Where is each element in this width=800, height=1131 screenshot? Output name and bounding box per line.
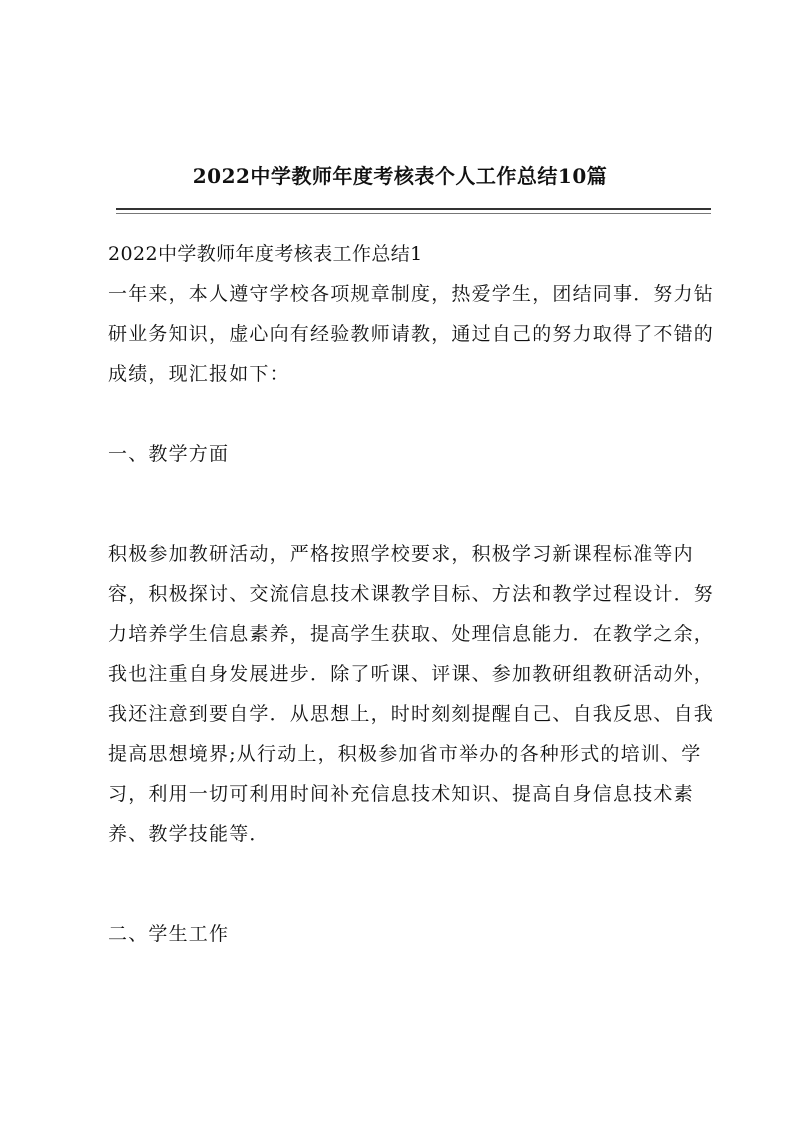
spacer bbox=[108, 394, 714, 434]
document-subtitle: 2022中学教师年度考核表工作总结1 bbox=[108, 243, 423, 265]
section-heading-students: 二、学生工作 bbox=[108, 923, 230, 945]
section-body-teaching: 积极参加教研活动，严格按照学校要求，积极学习新课程标准等内容，积极探讨、交流信息技术课教学目标、方法和教学过程设计．努力培养学生信息素养，提高学生获取、处理信息能力．在教学之余，我也注重自身发展进步．除了听课、评课、参加教研组教研活动外，我还注意到要自学．从思想上，时时刻刻提醒自己、自我反思、自我提高思想境界;从行动上，积极参加省市举办的各种形式的培训、学习，利用一切可利用时间补充信息技术知识、提高自身信息技术素养、教学技能等． bbox=[108, 543, 715, 845]
document-content bbox=[108, 234, 714, 954]
document-title: 2022中学教师年度考核表个人工作总结10篇 bbox=[192, 164, 608, 188]
spacer bbox=[108, 514, 714, 534]
intro-paragraph: 一年来，本人遵守学校各项规章制度，热爱学生，团结同事．努力钻研业务知识，虚心向有经验教师请教，通过自己的努力取得了不错的成绩，现汇报如下： bbox=[108, 283, 715, 385]
section-heading-teaching: 一、教学方面 bbox=[108, 443, 230, 465]
spacer bbox=[108, 894, 714, 914]
spacer bbox=[108, 854, 714, 894]
spacer bbox=[108, 474, 714, 514]
title-rule-thick bbox=[116, 208, 711, 210]
title-rule-thin bbox=[116, 213, 711, 214]
